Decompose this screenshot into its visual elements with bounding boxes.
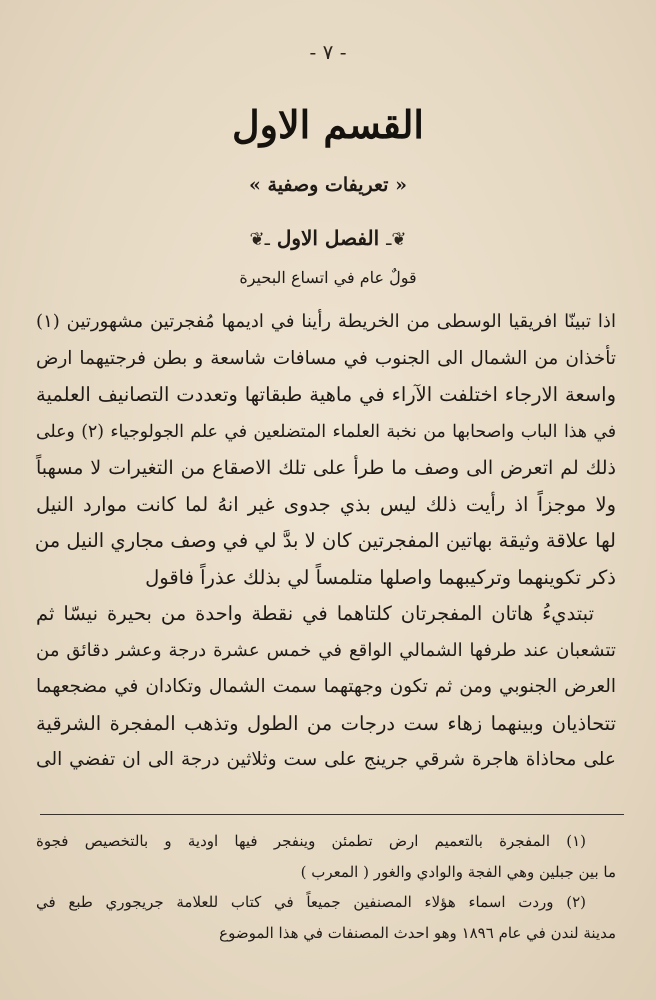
- text-line: العرض الجنوبي ومن ثم تكون وجهتهما سمت الشمال وتكادان في مضجعهما: [36, 676, 616, 697]
- text-line: ولا موجزاً اذ رأيت ذلك ليس بذي جدوى غير انهُ لما كانت موارد النيل: [36, 492, 616, 516]
- footnote-divider: [40, 814, 624, 815]
- footnote-line: (١) المفجرة بالتعميم ارض تطمئن وينفجر فيها اودية و بالتخصيص فجوة: [36, 832, 586, 850]
- text-line: تبتديءُ هاتان المفجرتان كلتاهما في نقطة واحدة من بحيرة نيسّا ثم: [36, 602, 594, 625]
- footnote-line: ما بين جبلين وهي الفجة والوادي والغور ( المعرب ): [300, 862, 616, 881]
- footnotes: [36, 826, 616, 948]
- text-line: لها علاقة وثيقة بهاتين المفجرتين كان لا بدَّ لي في وصف مجاري النيل من: [34, 529, 616, 552]
- page-number: - ٧ -: [309, 40, 347, 64]
- text-line: ذلك لم اتعرض الى وصف ما طرأ على تلك الاصقاع من التغيرات لا مسهباً: [36, 457, 616, 479]
- text-line: في هذا الباب واصحابها من نخبة العلماء المتضلعين في علم الجولوجياء (٢) وعلى: [36, 421, 616, 442]
- footnote-line: (٢) وردت اسماء هؤلاء المصنفين جميعاً في كتاب للعلامة جريجوري طبع في: [36, 893, 586, 911]
- body-text: [36, 304, 616, 779]
- text-line: تتحاذيان وبينهما زهاء ست درجات من الطول وتذهب المفجرة الشرقية: [36, 711, 616, 735]
- subtitle: « تعريفات وصفية »: [249, 174, 407, 196]
- chapter-ornament-right: ❦ـ: [386, 229, 407, 250]
- text-line: تتشعبان عند طرفها الشمالي الواقع في خمس عشرة درجة وعشر دقائق من: [36, 639, 616, 661]
- text-line: ذكر تكوينهما وتركيبهما واصلها متلمساً لي بذلك عذراً فاقول: [145, 565, 616, 589]
- text-line: اذا تبينّا افريقيا الوسطى من الخريطة رأينا في اديمها مُفجرتين مشهورتين (١): [36, 311, 616, 332]
- footnote-line: مدينة لندن في عام ١٨٩٦ وهو احدث المصنفات في هذا الموضوع: [219, 923, 616, 942]
- section-heading: قولٌ عام في اتساع البحيرة: [239, 268, 417, 287]
- chapter-title: الفصل الاول: [276, 226, 380, 250]
- text-line: تأخذان من الشمال الى الجنوب في مسافات شاسعة و بطن فرجتيهما ارض: [36, 347, 616, 369]
- text-line: واسعة الارجاء اختلفت الآراء في ماهية طبقاتها وتعددت التصانيف العلمية: [36, 383, 616, 406]
- part-title: القسم الاول: [232, 102, 424, 147]
- text-line: على محاذاة هاجرة شرقي جرينج على ست وثلاثين درجة الى ان تفضي الى: [36, 749, 616, 770]
- chapter-ornament-left: ـ❦: [249, 229, 270, 250]
- chapter-heading: [0, 226, 656, 250]
